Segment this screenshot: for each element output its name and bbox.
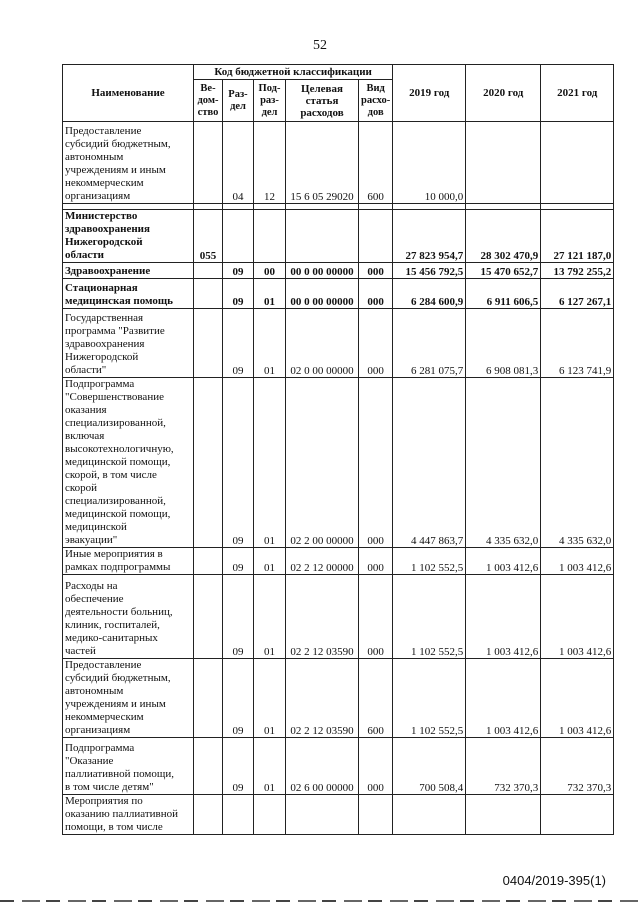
cell-razdel: 09 <box>223 548 254 575</box>
row-name: Предоставление субсидий бюджетным, автономным учреждениям и иным некоммерческим организациям <box>63 659 194 738</box>
row-name: Здравоохранение <box>63 263 194 279</box>
cell-y2020: 4 335 632,0 <box>466 378 541 548</box>
cell-y2021: 6 127 267,1 <box>541 279 614 309</box>
cell-podrazdel <box>254 210 286 263</box>
cell-y2021: 1 003 412,6 <box>541 548 614 575</box>
table-row <box>63 122 614 204</box>
header-target: Целевая статья расходов <box>286 80 359 122</box>
row-name: Стационарная медицинская помощь <box>63 279 194 309</box>
cell-ved <box>194 795 223 835</box>
cell-y2019: 6 284 600,9 <box>393 279 466 309</box>
cell-y2019: 6 281 075,7 <box>393 309 466 378</box>
table-row <box>63 210 614 263</box>
cell-y2020: 15 470 652,7 <box>466 263 541 279</box>
cell-podrazdel: 01 <box>254 738 286 795</box>
table-row <box>63 279 614 309</box>
header-2019: 2019 год <box>393 65 466 122</box>
cell-razdel: 09 <box>223 279 254 309</box>
cell-y2021 <box>541 795 614 835</box>
cell-y2019: 1 102 552,5 <box>393 659 466 738</box>
cell-ved <box>194 263 223 279</box>
table-row <box>63 795 614 835</box>
cell-y2019: 10 000,0 <box>393 122 466 204</box>
row-name: Мероприятия по оказанию паллиативной помощи, в том числе <box>63 795 194 835</box>
cell-podrazdel: 01 <box>254 575 286 659</box>
cell-y2021: 1 003 412,6 <box>541 575 614 659</box>
cell-razdel: 09 <box>223 263 254 279</box>
cell-ved <box>194 279 223 309</box>
cell-razdel: 09 <box>223 659 254 738</box>
cell-y2019: 1 102 552,5 <box>393 548 466 575</box>
cell-target: 00 0 00 00000 <box>286 279 359 309</box>
cell-razdel: 09 <box>223 575 254 659</box>
header-2020: 2020 год <box>466 65 541 122</box>
cell-y2019: 4 447 863,7 <box>393 378 466 548</box>
row-name: Иные мероприятия в рамках подпрограммы <box>63 548 194 575</box>
cell-y2020: 732 370,3 <box>466 738 541 795</box>
cell-target: 15 6 05 29020 <box>286 122 359 204</box>
row-name: Подпрограмма "Совершенствование оказания специализированной, включая высокотехнологичную, медицинской помощи, скорой, в том числе скорой специализированной, медицинской помощи, медицинской эвакуации" <box>63 378 194 548</box>
page-number: 52 <box>313 38 327 53</box>
row-name: Расходы на обеспечение деятельности больниц, клиник, госпиталей, медико-санитарных частей <box>63 575 194 659</box>
cell-y2019: 27 823 954,7 <box>393 210 466 263</box>
header-podrazdel: Под- раз- дел <box>254 80 286 122</box>
cell-ved <box>194 659 223 738</box>
budget-table <box>62 64 614 835</box>
table-row <box>63 575 614 659</box>
cell-y2021: 6 123 741,9 <box>541 309 614 378</box>
cell-razdel: 09 <box>223 309 254 378</box>
cell-y2021: 13 792 255,2 <box>541 263 614 279</box>
table-row <box>63 263 614 279</box>
cell-y2020: 6 908 081,3 <box>466 309 541 378</box>
cell-ved: 055 <box>194 210 223 263</box>
cell-vid: 000 <box>359 548 393 575</box>
cell-vid: 000 <box>359 309 393 378</box>
cell-razdel: 04 <box>223 122 254 204</box>
cell-y2021: 1 003 412,6 <box>541 659 614 738</box>
row-name: Министерство здравоохранения Нижегородской области <box>63 210 194 263</box>
cell-y2020: 1 003 412,6 <box>466 659 541 738</box>
cell-y2020: 1 003 412,6 <box>466 548 541 575</box>
cell-y2019: 1 102 552,5 <box>393 575 466 659</box>
cell-y2020 <box>466 122 541 204</box>
cell-vid: 000 <box>359 263 393 279</box>
cell-podrazdel: 00 <box>254 263 286 279</box>
cell-target <box>286 210 359 263</box>
cell-podrazdel <box>254 795 286 835</box>
cell-vid: 600 <box>359 122 393 204</box>
cell-target: 02 2 12 03590 <box>286 575 359 659</box>
row-name: Предоставление субсидий бюджетным, автономным учреждениям и иным некоммерческим организациям <box>63 122 194 204</box>
header-ved: Ве- дом- ство <box>194 80 223 122</box>
cell-vid: 000 <box>359 575 393 659</box>
cell-target: 00 0 00 00000 <box>286 263 359 279</box>
cell-y2019 <box>393 795 466 835</box>
table-row <box>63 309 614 378</box>
cell-y2019: 15 456 792,5 <box>393 263 466 279</box>
cell-y2020 <box>466 795 541 835</box>
cell-vid: 000 <box>359 738 393 795</box>
cell-razdel <box>223 795 254 835</box>
cell-y2020: 28 302 470,9 <box>466 210 541 263</box>
cell-y2021 <box>541 122 614 204</box>
cell-razdel: 09 <box>223 378 254 548</box>
cell-y2021: 732 370,3 <box>541 738 614 795</box>
cell-y2019: 700 508,4 <box>393 738 466 795</box>
cell-target: 02 2 00 00000 <box>286 378 359 548</box>
cell-vid: 600 <box>359 659 393 738</box>
cell-y2020: 6 911 606,5 <box>466 279 541 309</box>
header-vid: Вид расхо- дов <box>359 80 393 122</box>
cell-target: 02 2 12 00000 <box>286 548 359 575</box>
cell-y2021: 27 121 187,0 <box>541 210 614 263</box>
cell-ved <box>194 122 223 204</box>
cell-y2020: 1 003 412,6 <box>466 575 541 659</box>
cell-podrazdel: 12 <box>254 122 286 204</box>
cell-razdel: 09 <box>223 738 254 795</box>
table-row <box>63 548 614 575</box>
cell-target: 02 6 00 00000 <box>286 738 359 795</box>
cell-ved <box>194 378 223 548</box>
cell-target <box>286 795 359 835</box>
cell-vid <box>359 795 393 835</box>
cell-y2021: 4 335 632,0 <box>541 378 614 548</box>
cell-ved <box>194 309 223 378</box>
header-razdel: Раз- дел <box>223 80 254 122</box>
table-row <box>63 378 614 548</box>
cell-vid: 000 <box>359 378 393 548</box>
scan-edge-line <box>0 900 640 902</box>
row-name: Подпрограмма "Оказание паллиативной помощи, в том числе детям" <box>63 738 194 795</box>
cell-ved <box>194 738 223 795</box>
cell-ved <box>194 575 223 659</box>
table-body <box>63 122 614 835</box>
cell-podrazdel: 01 <box>254 548 286 575</box>
cell-target: 02 2 12 03590 <box>286 659 359 738</box>
row-name: Государственная программа "Развитие здравоохранения Нижегородской области" <box>63 309 194 378</box>
table-row <box>63 659 614 738</box>
table-row <box>63 738 614 795</box>
cell-podrazdel: 01 <box>254 279 286 309</box>
header-name: Наименование <box>63 65 194 122</box>
header-code-group: Код бюджетной классификации <box>194 65 393 80</box>
cell-target: 02 0 00 00000 <box>286 309 359 378</box>
cell-razdel <box>223 210 254 263</box>
cell-vid: 000 <box>359 279 393 309</box>
cell-vid <box>359 210 393 263</box>
cell-podrazdel: 01 <box>254 378 286 548</box>
cell-podrazdel: 01 <box>254 309 286 378</box>
cell-podrazdel: 01 <box>254 659 286 738</box>
header-2021: 2021 год <box>541 65 614 122</box>
cell-ved <box>194 548 223 575</box>
footer-code: 0404/2019-395(1) <box>502 873 606 888</box>
